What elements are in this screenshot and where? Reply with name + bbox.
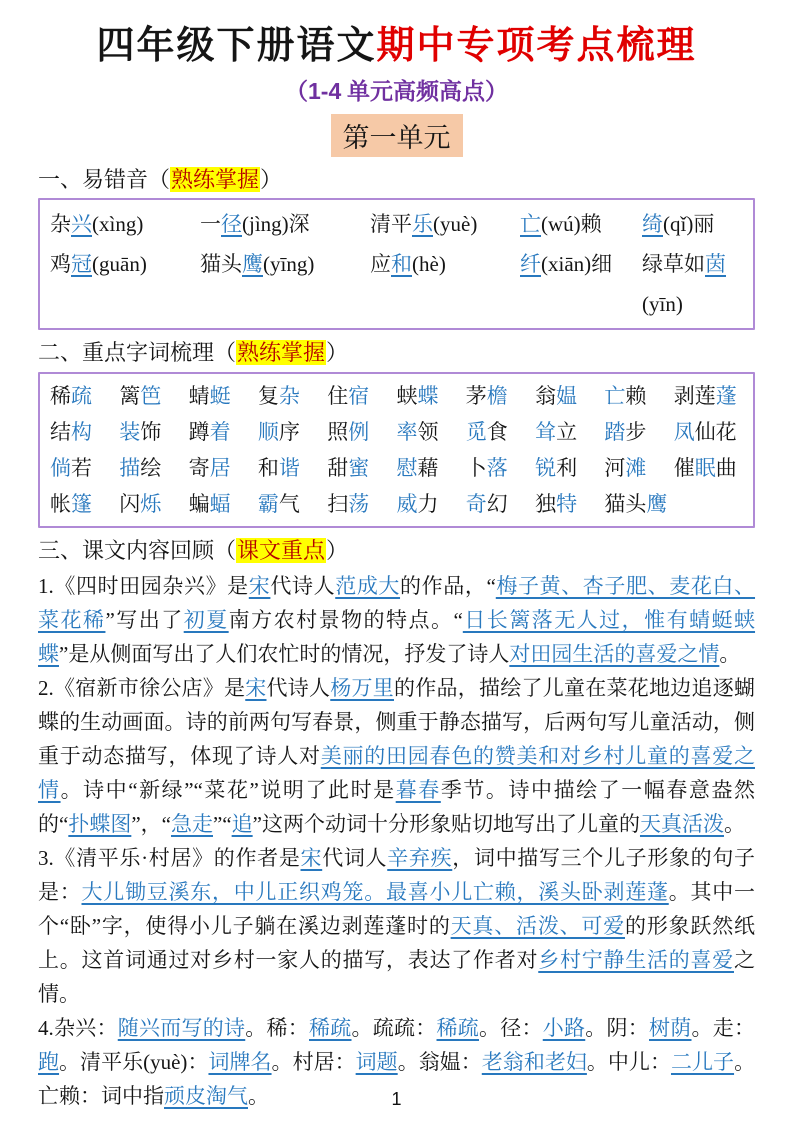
word-entry: 凤仙花 bbox=[673, 419, 737, 444]
word-entry: 霸气 bbox=[257, 491, 300, 516]
word-entry: 茅檐 bbox=[465, 383, 508, 408]
word-entry: 结构 bbox=[50, 419, 92, 444]
unit-banner-wrap bbox=[38, 114, 755, 157]
pinyin-entry: 鸡冠(guān) bbox=[50, 252, 147, 277]
page-subtitle bbox=[38, 73, 755, 106]
word-entry: 帐篷 bbox=[50, 491, 92, 516]
word-entry: 蝙蝠 bbox=[188, 491, 231, 516]
word-entry: 和谐 bbox=[257, 455, 300, 480]
content-paragraph: 2.《宿新市徐公店》是宋代诗人杨万里的作品，描绘了儿童在菜花地边追逐蝴蝶的生动画面。诗的前两句写春景，侧重于静态描写，后两句写儿童活动，侧重于动态描写，体现了诗人对美丽的田园春色的赞美和对乡村儿童的喜爱之情。诗中“新绿”“菜花”说明了此时是暮春季节。诗中描绘了一幅春意盎然的“扑蝶图”，“急走”“追”这两个动词十分形象贴切地写出了儿童的天真活泼。 bbox=[38, 676, 756, 837]
heading-prefix: 三、课文内容回顾（ bbox=[38, 537, 237, 563]
word-entry: 闪烁 bbox=[119, 491, 162, 516]
title-part-red: 期中专项考点梳理 bbox=[376, 25, 697, 67]
pinyin-entry: 一径(jìng)深 bbox=[200, 212, 310, 237]
word-entry: 亡赖 bbox=[604, 383, 647, 408]
pinyin-entry: 杂兴(xìng) bbox=[50, 212, 144, 237]
word-entry: 装饰 bbox=[119, 419, 162, 444]
heading-highlight: 熟练掌握 bbox=[171, 166, 260, 192]
word-entry: 篱笆 bbox=[119, 383, 162, 408]
subtitle-unit-range: 1-4 bbox=[308, 77, 342, 104]
word-entry: 催眠曲 bbox=[673, 455, 737, 480]
word-entry: 慰藉 bbox=[396, 455, 439, 480]
heading-suffix: ） bbox=[326, 340, 349, 366]
word-entry: 复杂 bbox=[257, 383, 300, 408]
word-entry: 耸立 bbox=[535, 419, 578, 444]
content-paragraph: 4.杂兴：随兴而写的诗。稀：稀疏。疏疏：稀疏。径：小路。阴：树荫。走：跑。清平乐(yuè)：词牌名。村居：词题。翁媪：老翁和老妇。中儿：二儿子。亡赖：词中指顽皮淘气。 bbox=[38, 1016, 756, 1109]
heading-suffix: ） bbox=[260, 166, 283, 192]
word-entry: 照例 bbox=[327, 419, 370, 444]
word-entry: 锐利 bbox=[535, 455, 578, 480]
section-heading-key-words bbox=[38, 339, 755, 368]
word-entry: 卜落 bbox=[465, 455, 508, 480]
page-number: 1 bbox=[391, 1089, 402, 1109]
section-heading-error-prone-sounds bbox=[38, 166, 755, 195]
title-part-black: 四年级下册语文 bbox=[96, 25, 377, 67]
content-paragraphs bbox=[38, 569, 755, 1113]
word-entry: 猫头鹰 bbox=[604, 491, 668, 516]
word-entry: 率领 bbox=[396, 419, 439, 444]
word-entry: 倘若 bbox=[50, 455, 92, 480]
subtitle-open-paren: （ bbox=[285, 78, 308, 104]
word-entry: 稀疏 bbox=[50, 383, 92, 408]
pinyin-entry: 亡(wú)赖 bbox=[520, 212, 602, 237]
subtitle-text: 单元高频高点） bbox=[341, 78, 508, 104]
word-table bbox=[38, 372, 755, 528]
word-entry: 顺序 bbox=[257, 419, 300, 444]
word-entry: 觅食 bbox=[465, 419, 508, 444]
heading-highlight: 课文重点 bbox=[237, 537, 326, 563]
section-heading-text-review bbox=[38, 537, 755, 566]
word-entry: 威力 bbox=[396, 491, 439, 516]
pinyin-entry: 纤(xiān)细 bbox=[520, 252, 613, 277]
word-entry: 描绘 bbox=[119, 455, 162, 480]
word-entry: 住宿 bbox=[327, 383, 370, 408]
heading-suffix: ） bbox=[326, 537, 349, 563]
word-entry: 奇幻 bbox=[465, 491, 508, 516]
pinyin-table bbox=[38, 198, 755, 330]
word-entry: 独特 bbox=[535, 491, 578, 516]
heading-prefix: 一、易错音（ bbox=[38, 166, 171, 192]
word-entry: 蛱蝶 bbox=[396, 383, 439, 408]
word-entry: 剥莲蓬 bbox=[673, 383, 737, 408]
word-entry: 扫荡 bbox=[327, 491, 370, 516]
word-entry: 甜蜜 bbox=[327, 455, 370, 480]
heading-prefix: 二、重点字词梳理（ bbox=[38, 340, 237, 366]
word-entry: 踏步 bbox=[604, 419, 647, 444]
word-entry: 蜻蜓 bbox=[188, 383, 231, 408]
pinyin-entry: 绿草如茵(yīn) bbox=[642, 252, 726, 317]
heading-highlight: 熟练掌握 bbox=[237, 340, 326, 366]
page-title bbox=[38, 24, 755, 70]
pinyin-entry: 绮(qǐ)丽 bbox=[642, 212, 715, 237]
word-entry: 蹲着 bbox=[188, 419, 231, 444]
word-entry: 寄居 bbox=[188, 455, 231, 480]
unit-banner: 第一单元 bbox=[331, 114, 463, 157]
content-paragraph: 1.《四时田园杂兴》是宋代诗人范成大的作品，“梅子黄、杏子肥、麦花白、菜花稀”写出了初夏南方农村景物的特点。“日长篱落无人过，惟有蜻蜓蛱蝶”是从侧面写出了人们农忙时的情况，抒发了诗人对田园生活的喜爱之情。 bbox=[38, 574, 756, 667]
word-entry: 翁媪 bbox=[535, 383, 578, 408]
pinyin-entry: 清平乐(yuè) bbox=[370, 212, 478, 237]
pinyin-entry: 应和(hè) bbox=[370, 252, 446, 277]
content-paragraph: 3.《清平乐·村居》的作者是宋代词人辛弃疾，词中描写三个儿子形象的句子是：大儿锄豆溪东，中儿正织鸡笼。最喜小儿亡赖，溪头卧剥莲蓬。其中一个“卧”字，使得小儿子躺在溪边剥莲蓬时的天真、活泼、可爱的形象跃然纸上。这首词通过对乡村一家人的描写，表达了作者对乡村宁静生活的喜爱之情。 bbox=[38, 846, 756, 1007]
pinyin-entry: 猫头鹰(yīng) bbox=[200, 252, 315, 277]
word-entry: 河滩 bbox=[604, 455, 647, 480]
